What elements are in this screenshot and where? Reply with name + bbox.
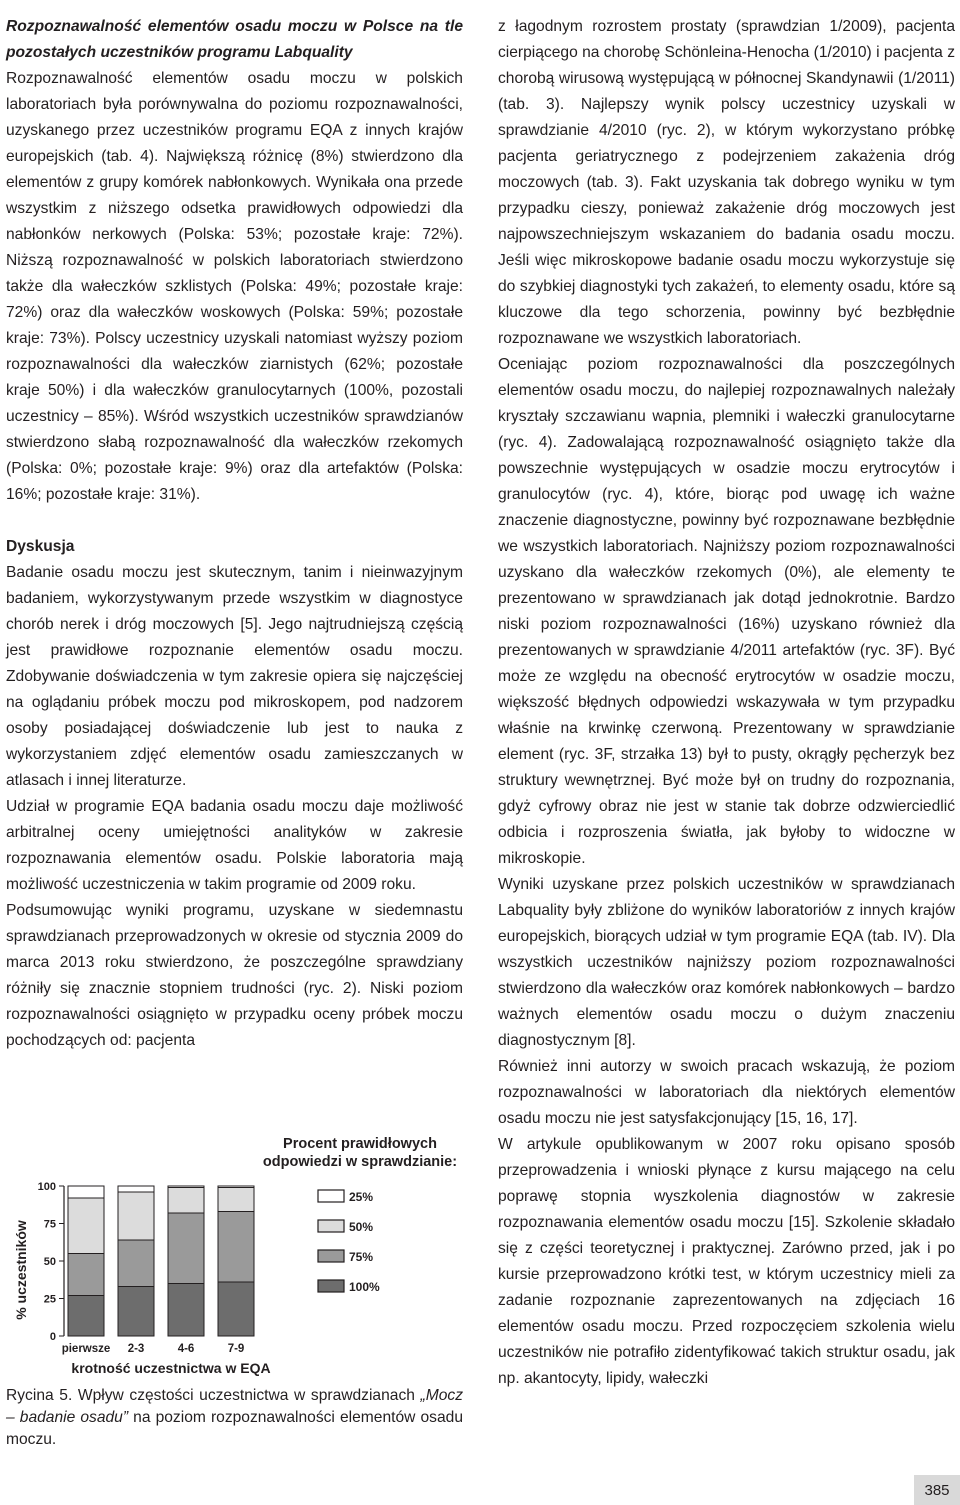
legend-label: 100%	[349, 1280, 380, 1294]
left-column	[6, 14, 463, 1054]
bar-segment	[218, 1188, 254, 1212]
caption-italic: „Mocz – badanie osadu”	[6, 1387, 463, 1426]
paragraph: Udział w programie EQA badania osadu moczu daje możliwość arbitralnej oceny umiejętności analityków w zakresie rozpoznawania elementów osadu. Polskie laboratoria mają możliwość uczestniczenia w takim programie od 2009 roku.	[6, 798, 463, 893]
x-tick-label: 4-6	[177, 1343, 195, 1355]
y-tick-label: 50	[43, 1256, 56, 1268]
paragraph: Badanie osadu moczu jest skutecznym, tanim i nieinwazyjnym badaniem, wykorzystywanym przede wszystkim w diagnostyce chorób nerek i dróg moczowych [5]. Jego najtrudniejszą częścią jest prawidłowe rozpoznanie elementów osadu moczu. Zdobywanie doświadczenia w tym zakresie opiera się najczęściej na oglądaniu próbek moczu pod mikroskopem, pod nadzorem osoby posiadającej doświadczenie lub jest to nauka z wykorzystaniem zdjęć elementów osadu zamieszczanych w atlasach i innej literaturze.	[6, 564, 463, 789]
figure-chart	[6, 1130, 463, 1380]
x-tick-label: 2-3	[127, 1343, 145, 1355]
y-tick-label: 25	[43, 1293, 56, 1306]
subsection-heading: Rozpoznawalność elementów osadu moczu w Polsce na tle pozostałych uczestników programu Labquality	[6, 18, 463, 61]
section-heading: Dyskusja	[6, 538, 75, 555]
x-axis-label: krotność uczestnictwa w EQA	[71, 1360, 271, 1376]
bar-segment	[118, 1240, 154, 1287]
legend-swatch	[318, 1220, 344, 1232]
caption-prefix: Rycina 5. Wpływ częstości uczestnictwa w sprawdzianach	[6, 1387, 421, 1404]
legend-swatch	[318, 1250, 344, 1262]
y-tick-label: 0	[49, 1331, 56, 1343]
y-tick-label: 100	[37, 1181, 56, 1193]
paragraph: Rozpoznawalność elementów osadu moczu w polskich laboratoriach była porównywalna do poziomu rozpoznawalności, uzyskanego przez uczestników programu EQA z innych krajów europejskich (tab. 4). Największą różnicę (8%) stwierdzono dla elementów z grupy komórek nabłonkowych. Wynikała ona przede wszystkim z niższego odsetka prawidłowych odpowiedzi dla nabłonków nerkowych (Polska: 53%; pozostałe kraje: 72%). Niższą rozpoznawalność w polskich laboratoriach stwierdzono także dla wałeczków szklistych (Polska: 49%; pozostałe kraje: 72%) oraz dla wałeczków woskowych (Polska: 59%; pozostałe kraje: 73%). Polscy uczestnicy uzyskali natomiast wyższy poziom rozpoznawalności dla wałeczków ziarnistych (62%; pozostałe kraje 50%) i dla wałeczków granulocytarnych (100%, pozostali uczestnicy – 85%). Wśród wszystkich uczestników sprawdzianów stwierdzono słabą rozpoznawalność dla wałeczków rzekomych (Polska: 0%; pozostałe kraje: 9%) oraz dla artefaktów (Polska: 16%; pozostałe kraje: 31%).	[6, 70, 463, 503]
caption-suffix: na poziom rozpoznawalności elementów osadu moczu.	[6, 1409, 463, 1448]
bar-segment	[218, 1212, 254, 1283]
chart-title-line-2: odpowiedzi w sprawdzianie:	[262, 1154, 458, 1170]
page-number: 385	[914, 1475, 960, 1505]
x-tick-label: pierwsze	[61, 1343, 111, 1355]
paragraph: Oceniając poziom rozpoznawalności dla poszczególnych elementów osadu moczu, do najlepiej rozpoznawalnych należały kryształy szczawianu wapnia, plemniki i wałeczki granulocytarne (ryc. 4). Zadowalającą rozpoznawalność osiągnięto także dla powszechnie występujących w osadzie moczu erytrocytów i granulocytów (ryc. 4), które, biorąc pod uwagę ich ważne znaczenie diagnostyczne, powinny być rozpoznawane bezbłędnie we wszystkich laboratoriach. Najniższy poziom rozpoznawalności uzyskano dla wałeczków rzekomych (0%), ale elementy te prezentowano w sprawdzianach jak dotąd jednokrotnie. Bardzo niski poziom rozpoznawalności (16%) uzyskano również dla prezentowanych w sprawdzianie 4/2011 artefaktów (ryc. 3F). Być może ze względu na obecność erytrocytów w osadzie moczu, większość błędnych odpowiedzi wskazywała w tym przypadku właśnie na krwinkę czerwoną. Prezentowany w sprawdzianie element (ryc. 3F, strzałka 13) był to pusty, okrągły pęcherzyk bez struktury wewnętrznej. Być może był on trudny do rozpoznania, gdyż cyfrowy obraz nie jest w stanie tak dobrze odzwierciedlić odbicia i rozproszenia światła, jak byłoby to widoczne w mikroskopie.	[498, 356, 955, 867]
right-column	[498, 14, 955, 1392]
chart-title-line-1: Procent prawidłowych	[283, 1136, 437, 1152]
bar-segment	[68, 1296, 104, 1337]
paragraph: z łagodnym rozrostem prostaty (sprawdzian 1/2009), pacjenta cierpiącego na chorobę Schönleina-Henocha (1/2010) i pacjenta z chorobą wirusową występującą w północnej Skandynawii (1/2011) (tab. 3). Najlepszy wynik polscy uczestnicy uzyskali w sprawdzianie 4/2010 (ryc. 2), w którym wykorzystano próbkę pacjenta geriatrycznego z podejrzeniem zakażenia dróg moczowych (tab. 3). Fakt uzyskania tak dobrego wyniku w tym przypadku cieszy, ponieważ zakażenie dróg moczowych jest najpowszechniejszym wskazaniem do badania osadu moczu. Jeśli więc mikroskopowe badanie osadu moczu wykorzystuje się do szybkiej diagnostyki tych zakażeń, to elementy osadu, które są kluczowe dla tego schorzenia, powinny być bezbłędnie rozpoznawane we wszystkich laboratoriach.	[498, 18, 955, 347]
legend-label: 25%	[349, 1190, 374, 1204]
paragraph: Podsumowując wyniki programu, uzyskane w siedemnastu sprawdzianach przeprowadzonych w okresie od stycznia 2009 do marca 2013 roku stwierdzono, że poszczególne sprawdziany różniły się znacznie stopniem trudności (ryc. 2). Niski poziom rozpoznawalności osiągnięto w przypadku oceny próbek moczu pochodzących od: pacjenta	[6, 902, 463, 1049]
legend-swatch	[318, 1280, 344, 1292]
x-tick-label: 7-9	[227, 1343, 245, 1355]
legend-label: 75%	[349, 1250, 374, 1264]
bar-segment	[218, 1186, 254, 1188]
figure-caption	[6, 1385, 463, 1451]
y-tick-label: 75	[43, 1218, 56, 1231]
paragraph: Również inni autorzy w swoich pracach wskazują, że poziom rozpoznawalności w laboratoriach dla niektórych elementów osadu moczu nie jest satysfakcjonujący [15, 16, 17].	[498, 1058, 955, 1127]
bar-segment	[68, 1254, 104, 1296]
bar-segment	[168, 1213, 204, 1284]
bar-segment	[118, 1287, 154, 1337]
stacked-bar-chart	[6, 1130, 463, 1380]
bar-segment	[218, 1282, 254, 1336]
paragraph: W artykule opublikowanym w 2007 roku opisano sposób przeprowadzenia i wnioski płynące z kursu mającego na celu poprawę stopnia wyszkolenia diagnostów w zakresie rozpoznawania elementów osadu moczu [15]. Szkolenie składało się z części teoretycznej i praktycznej. Zarówno przed, jak i po kursie przeprowadzono krótki test, w którym uczestnicy mieli za zadanie rozpoznanie zaprezentowanych na zdjęciach 16 elementów osadu moczu. Przed rozpoczęciem szkolenia wielu uczestników nie potrafiło zidentyfikować takich struktur osadu, jak np. akantocyty, lipidy, wałeczki	[498, 1136, 955, 1387]
paragraph: Wyniki uzyskane przez polskich uczestników w sprawdzianach Labquality były zbliżone do wyników laboratoriów z innych krajów europejskich, biorących udział w tym programie EQA (tab. IV). Dla wszystkich uczestników najniższy poziom rozpoznawalności stwierdzono dla wałeczków oraz komórek nabłonkowych – bardzo ważnych elementów osadu moczu o dużym znaczeniu diagnostycznym [8].	[498, 876, 955, 1049]
bar-segment	[68, 1186, 104, 1198]
bar-segment	[68, 1198, 104, 1254]
bar-segment	[168, 1186, 204, 1188]
legend-swatch	[318, 1190, 344, 1202]
legend-label: 50%	[349, 1220, 374, 1234]
bar-segment	[168, 1188, 204, 1214]
bar-segment	[118, 1186, 154, 1192]
y-axis-label: % uczestników	[13, 1220, 29, 1320]
bar-segment	[118, 1192, 154, 1240]
bar-segment	[168, 1284, 204, 1337]
